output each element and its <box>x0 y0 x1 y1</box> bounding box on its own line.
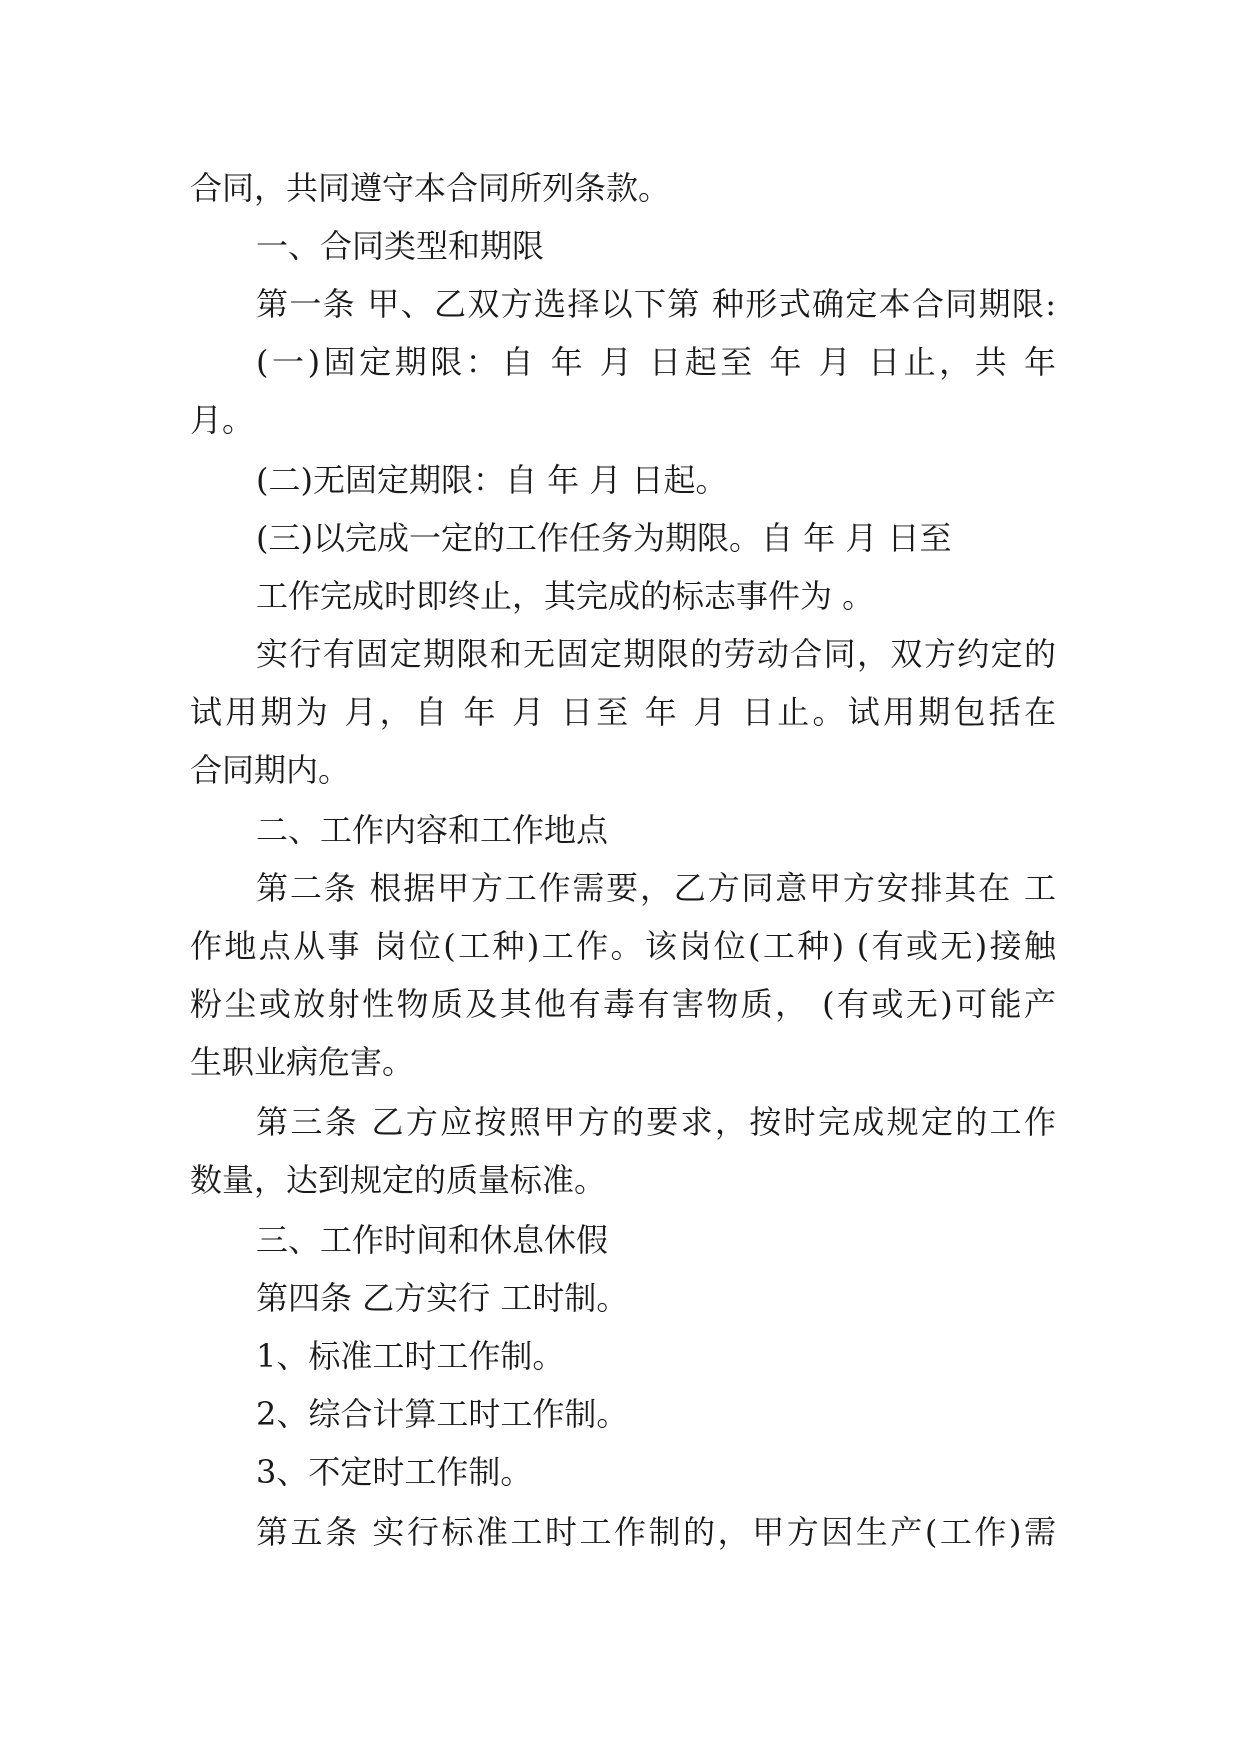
article-4: 第四条 乙方实行 工时制。 <box>256 1279 629 1317</box>
text-line-11: 合同期内。 <box>190 751 351 789</box>
article-3: 第三条 乙方应按照甲方的要求，按时完成规定的工作 <box>256 1103 1056 1141</box>
text-line-1: 合同，共同遵守本合同所列条款。 <box>190 169 671 207</box>
section-heading-3: 三、工作时间和休息休假 <box>256 1221 609 1259</box>
section-heading-1: 一、合同类型和期限 <box>256 227 545 265</box>
text-line-18: 数量，达到规定的质量标准。 <box>190 1161 607 1199</box>
section-heading-2: 二、工作内容和工作地点 <box>256 811 609 849</box>
article-1: 第一条 甲、乙双方选择以下第 种形式确定本合同期限: <box>256 285 1056 323</box>
article-5: 第五条 实行标准工时工作制的，甲方因生产(工作)需 <box>256 1513 1056 1551</box>
text-line-4: (一)固定期限：自 年 月 日起至 年 月 日止，共 年 <box>256 343 1056 381</box>
text-line-10: 试用期为 月，自 年 月 日至 年 月 日止。试用期包括在 <box>190 693 1056 731</box>
list-item-3: 3、不定时工作制。 <box>256 1453 533 1491</box>
article-2: 第二条 根据甲方工作需要，乙方同意甲方安排其在 工 <box>256 869 1056 907</box>
text-line-7: (三)以完成一定的工作任务为期限。自 年 月 日至 <box>256 519 952 557</box>
text-line-15: 粉尘或放射性物质及其他有毒有害物质， (有或无)可能产 <box>190 985 1056 1023</box>
text-line-5: 月。 <box>190 401 255 439</box>
text-line-9: 实行有固定期限和无固定期限的劳动合同，双方约定的 <box>256 635 1056 673</box>
text-line-6: (二)无固定期限：自 年 月 日起。 <box>256 461 728 499</box>
list-item-1: 1、标准工时工作制。 <box>256 1337 565 1375</box>
text-line-14: 作地点从事 岗位(工种)工作。该岗位(工种) (有或无)接触 <box>190 927 1056 965</box>
list-item-2: 2、综合计算工时工作制。 <box>256 1395 629 1433</box>
text-line-16: 生职业病危害。 <box>190 1043 415 1081</box>
text-line-8: 工作完成时即终止，其完成的标志事件为 。 <box>256 577 875 615</box>
